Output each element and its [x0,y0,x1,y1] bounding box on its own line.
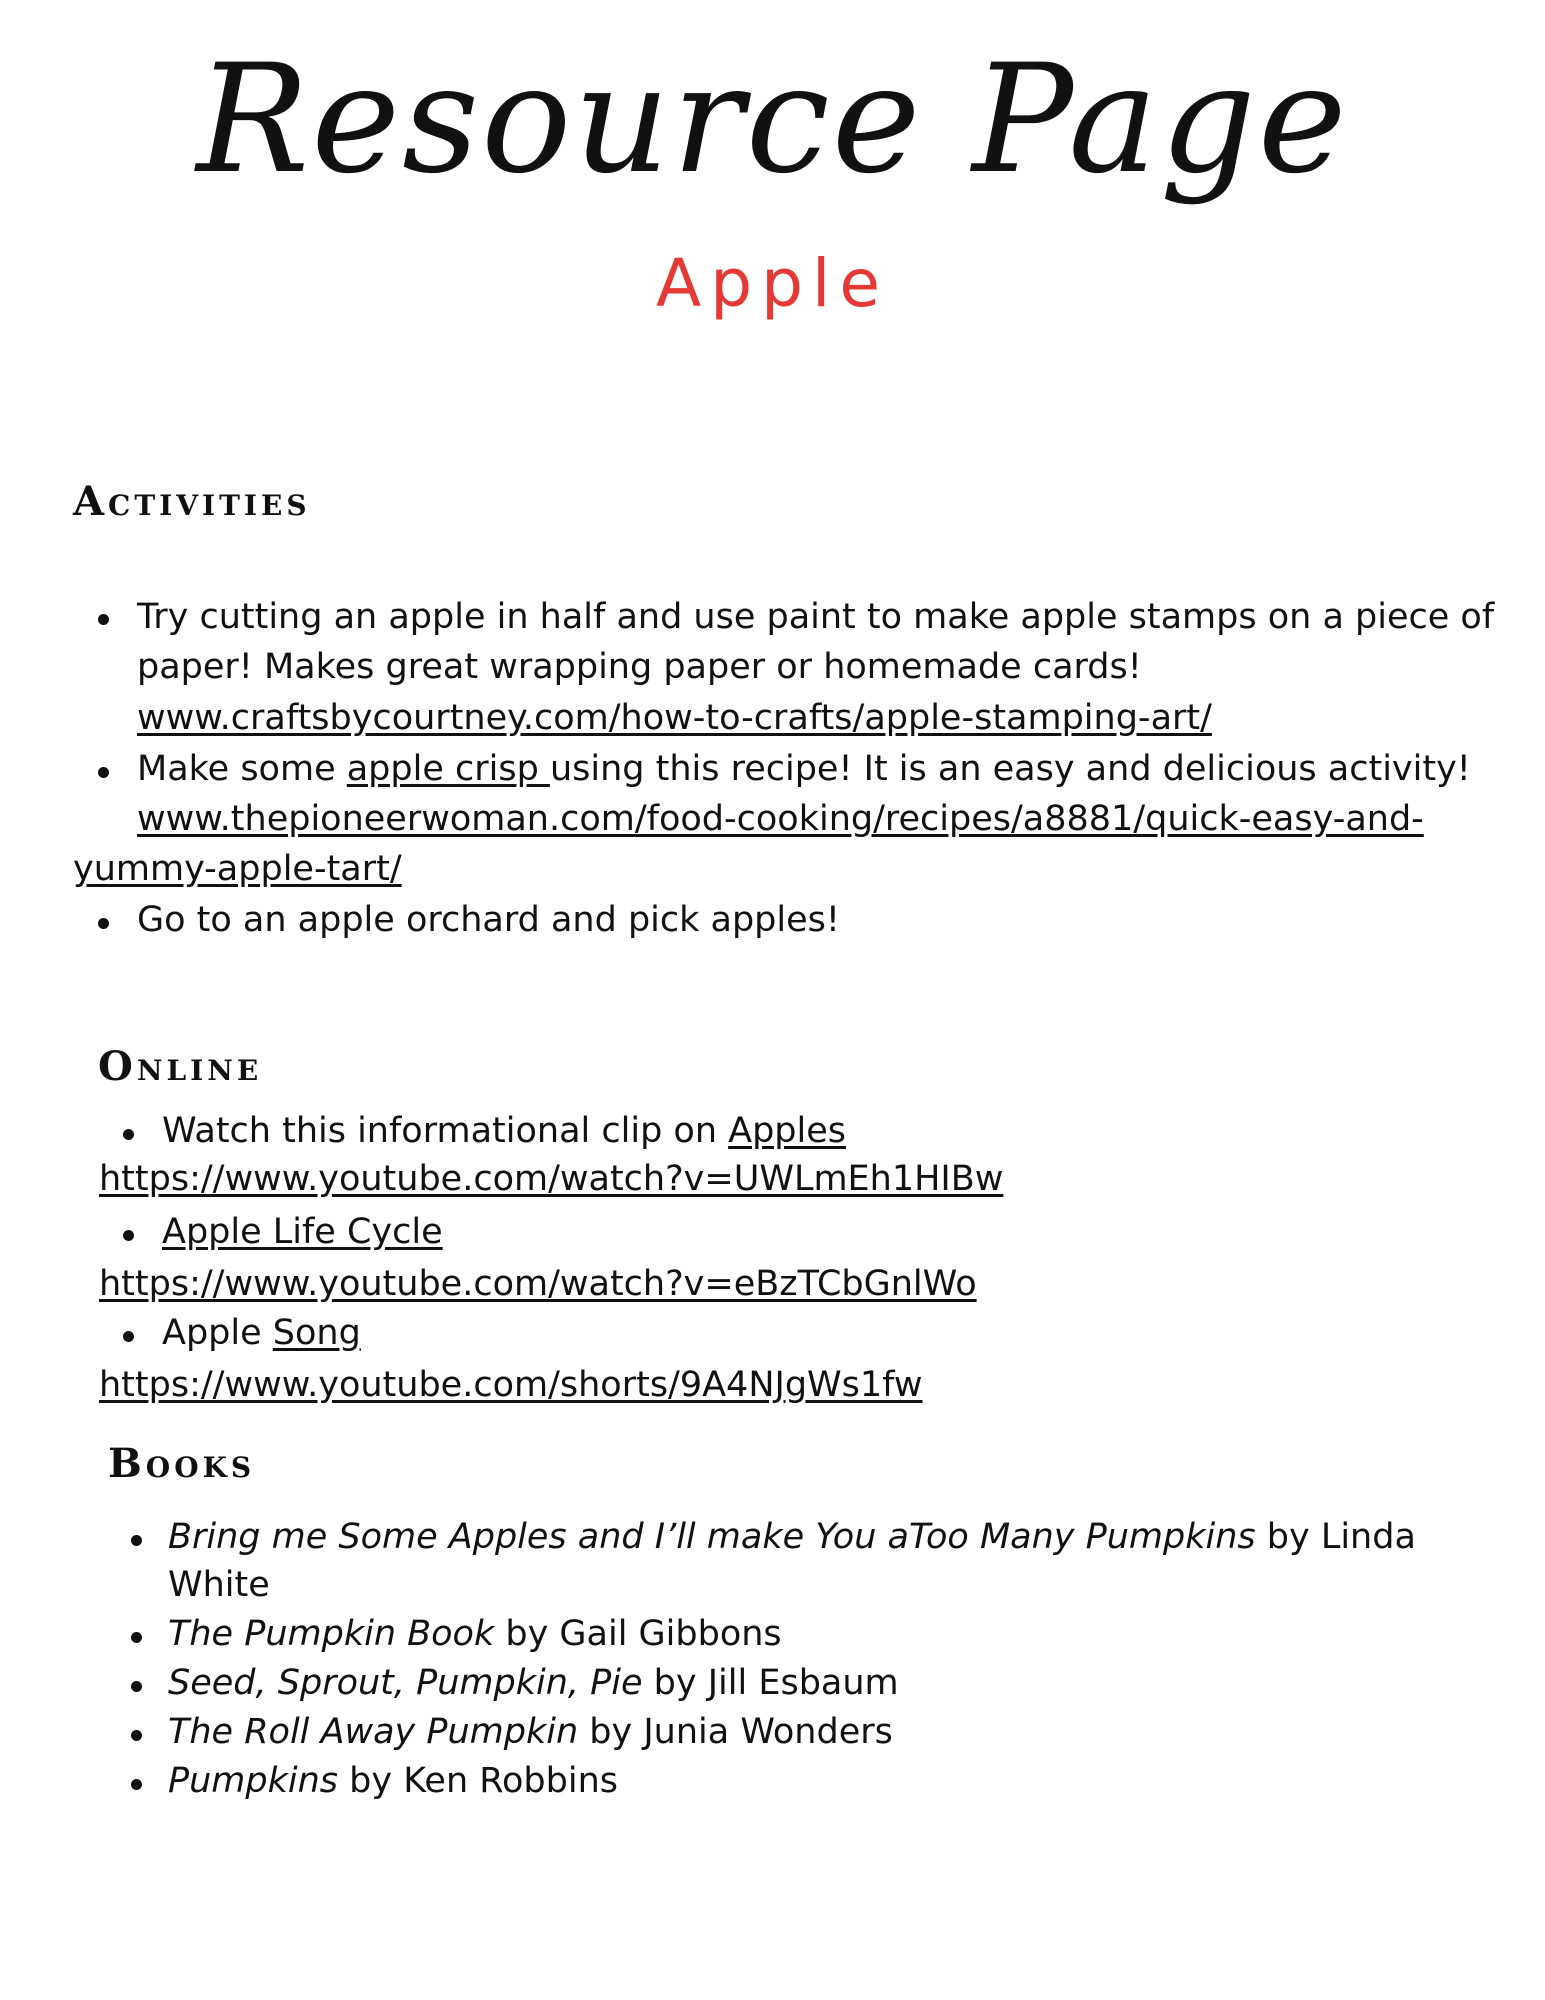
book-author: by Gail Gibbons [494,1614,782,1654]
activity-2-post: using this recipe! It is an easy and delicious activity! [549,749,1471,789]
book-title: Pumpkins [168,1761,339,1801]
book-author: by Ken Robbins [338,1761,618,1801]
online-heading: Online [98,1043,263,1090]
activity-1-text: Try cutting an apple in half and use paint to make apple stamps on a piece of [137,597,1495,637]
book-item [168,1609,782,1659]
book-item [168,1756,618,1806]
bullet-icon [131,1632,142,1643]
activity-2-link-cont[interactable]: yummy-apple-tart/ [73,849,402,889]
activity-1-link[interactable]: www.craftsbycourtney.com/how-to-crafts/apple-stamping-art/ [137,698,1212,738]
activity-1-text-cont: paper! Makes great wrapping paper or homemade cards! [137,647,1142,687]
bullet-icon [131,1730,142,1741]
bullet-icon [123,1230,134,1241]
online-3-url[interactable]: https://www.youtube.com/shorts/9A4NJgWs1fw [99,1365,923,1405]
book-author: by Junia Wonders [578,1712,893,1752]
online-1-url[interactable]: https://www.youtube.com/watch?v=UWLmEh1HIBw [99,1159,1004,1199]
bullet-icon [131,1535,142,1546]
bullet-icon [98,614,109,625]
bullet-icon [98,918,109,929]
bullet-icon [123,1331,134,1342]
page-subtitle: Apple [656,245,889,322]
book-title: Bring me Some Apples and I’ll make You aToo Many Pumpkins [168,1517,1256,1557]
activities-heading: Activities [73,478,311,525]
apples-link[interactable]: Apples [728,1111,847,1151]
apple-life-cycle-link[interactable]: Apple Life Cycle [162,1212,443,1252]
book-author-cont: White [168,1565,270,1605]
activity-3-text: Go to an apple orchard and pick apples! [137,900,840,940]
book-title: Seed, Sprout, Pumpkin, Pie [168,1663,643,1703]
online-1-text [162,1106,846,1156]
activity-2-pre: Make some [137,749,347,789]
books-heading: Books [108,1440,256,1487]
book-item [168,1707,893,1757]
book-title: The Roll Away Pumpkin [168,1712,579,1752]
bullet-icon [123,1129,134,1140]
song-link[interactable]: Song [272,1313,361,1353]
online-2-url[interactable]: https://www.youtube.com/watch?v=eBzTCbGnlWo [99,1264,977,1304]
apple-crisp-link[interactable]: apple crisp [346,749,550,789]
book-item [168,1658,899,1708]
book-title: The Pumpkin Book [168,1614,495,1654]
bullet-icon [131,1681,142,1692]
page-title: Resource Page [196,33,1349,207]
activity-2-text [137,744,1471,794]
book-author: by Linda [1255,1517,1416,1557]
bullet-icon [131,1779,142,1790]
online-3-pre: Apple [162,1313,273,1353]
activity-2-link[interactable]: www.thepioneerwoman.com/food-cooking/recipes/a8881/quick-easy-and- [137,799,1424,839]
book-item [168,1512,1416,1562]
book-author: by Jill Esbaum [642,1663,899,1703]
online-3-text [162,1308,361,1358]
online-1-pre: Watch this informational clip on [162,1111,729,1151]
bullet-icon [98,767,109,778]
